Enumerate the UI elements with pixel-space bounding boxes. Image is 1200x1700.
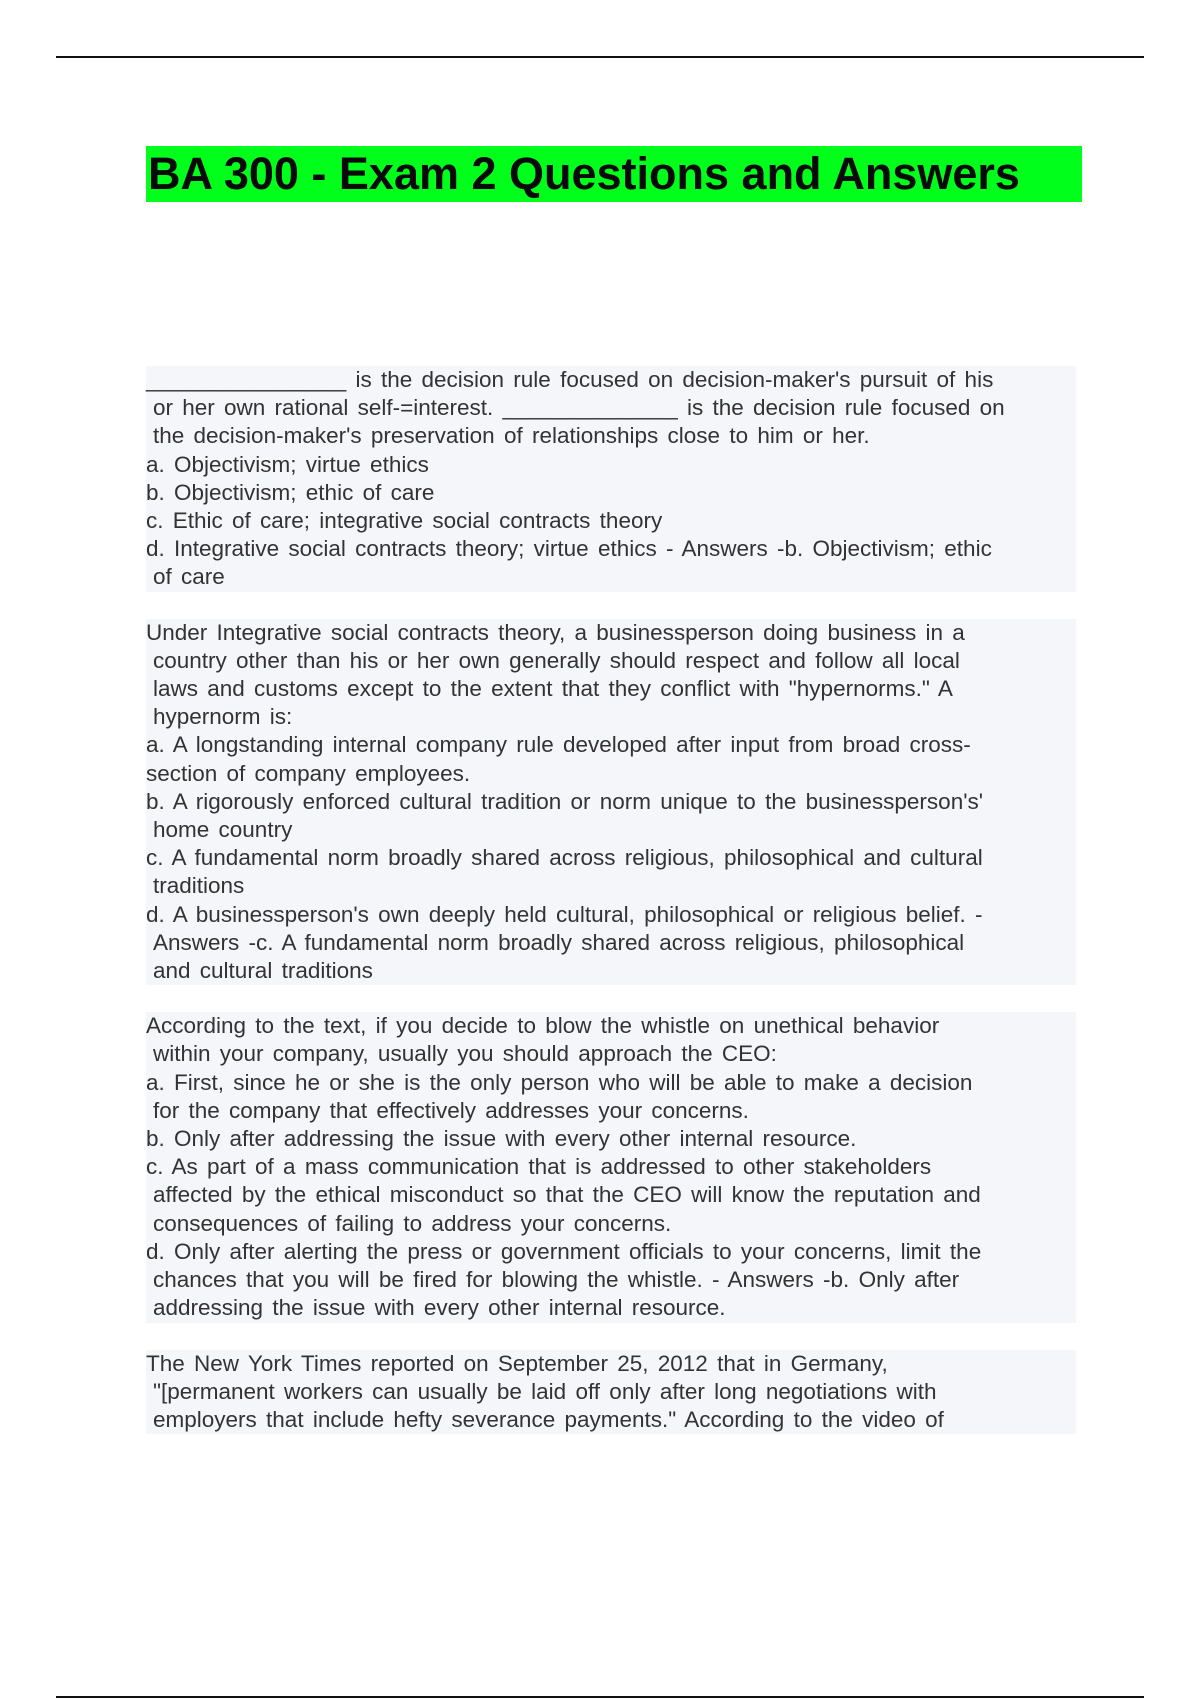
question-block xyxy=(146,1350,1076,1435)
answer-option: traditions xyxy=(146,872,1076,900)
bottom-rule xyxy=(56,1696,1144,1698)
question-line: According to the text, if you decide to blow the whistle on unethical behavior xyxy=(146,1012,1076,1040)
question-line: The New York Times reported on September 25, 2012 that in Germany, xyxy=(146,1350,1076,1378)
question-line: hypernorm is: xyxy=(146,703,1076,731)
question-block xyxy=(146,1012,1076,1322)
answer-option: b. Only after addressing the issue with every other internal resource. xyxy=(146,1125,1076,1153)
question-line: ________________ is the decision rule focused on decision-maker's pursuit of his xyxy=(146,366,1076,394)
question-line: employers that include hefty severance payments." According to the video of xyxy=(146,1406,1076,1434)
question-line: or her own rational self-=interest. ______________ is the decision rule focused on xyxy=(146,394,1076,422)
answer-option: a. A longstanding internal company rule developed after input from broad cross- xyxy=(146,731,1076,759)
answer-option: affected by the ethical misconduct so that the CEO will know the reputation and xyxy=(146,1181,1076,1209)
answer-option: a. Objectivism; virtue ethics xyxy=(146,451,1076,479)
answer-option: chances that you will be fired for blowing the whistle. - Answers -b. Only after xyxy=(146,1266,1076,1294)
answer-option: for the company that effectively addresses your concerns. xyxy=(146,1097,1076,1125)
answer-option: consequences of failing to address your concerns. xyxy=(146,1210,1076,1238)
answer-option: home country xyxy=(146,816,1076,844)
answer-option: d. Only after alerting the press or government officials to your concerns, limit the xyxy=(146,1238,1076,1266)
question-line: country other than his or her own generally should respect and follow all local xyxy=(146,647,1076,675)
question-list xyxy=(146,366,1076,1461)
answer-option: d. Integrative social contracts theory; virtue ethics - Answers -b. Objectivism; ethic xyxy=(146,535,1076,563)
answer-option: c. Ethic of care; integrative social contracts theory xyxy=(146,507,1076,535)
question-block xyxy=(146,619,1076,986)
document-title xyxy=(146,146,1082,202)
question-line: laws and customs except to the extent that they conflict with "hypernorms." A xyxy=(146,675,1076,703)
answer-option: and cultural traditions xyxy=(146,957,1076,985)
answer-option: c. A fundamental norm broadly shared across religious, philosophical and cultural xyxy=(146,844,1076,872)
answer-option: b. Objectivism; ethic of care xyxy=(146,479,1076,507)
question-line: within your company, usually you should approach the CEO: xyxy=(146,1040,1076,1068)
answer-option: a. First, since he or she is the only person who will be able to make a decision xyxy=(146,1069,1076,1097)
question-line: "[permanent workers can usually be laid off only after long negotiations with xyxy=(146,1378,1076,1406)
document-title-text: BA 300 - Exam 2 Questions and Answers xyxy=(148,148,1020,199)
answer-option: section of company employees. xyxy=(146,760,1076,788)
question-line: the decision-maker's preservation of relationships close to him or her. xyxy=(146,422,1076,450)
question-block xyxy=(146,366,1076,592)
answer-option: Answers -c. A fundamental norm broadly shared across religious, philosophical xyxy=(146,929,1076,957)
answer-option: addressing the issue with every other internal resource. xyxy=(146,1294,1076,1322)
answer-option: d. A businessperson's own deeply held cultural, philosophical or religious belief. - xyxy=(146,901,1076,929)
question-line: Under Integrative social contracts theory, a businessperson doing business in a xyxy=(146,619,1076,647)
answer-option: b. A rigorously enforced cultural tradition or norm unique to the businessperson's' xyxy=(146,788,1076,816)
answer-option: of care xyxy=(146,563,1076,591)
top-rule xyxy=(56,56,1144,58)
answer-option: c. As part of a mass communication that is addressed to other stakeholders xyxy=(146,1153,1076,1181)
